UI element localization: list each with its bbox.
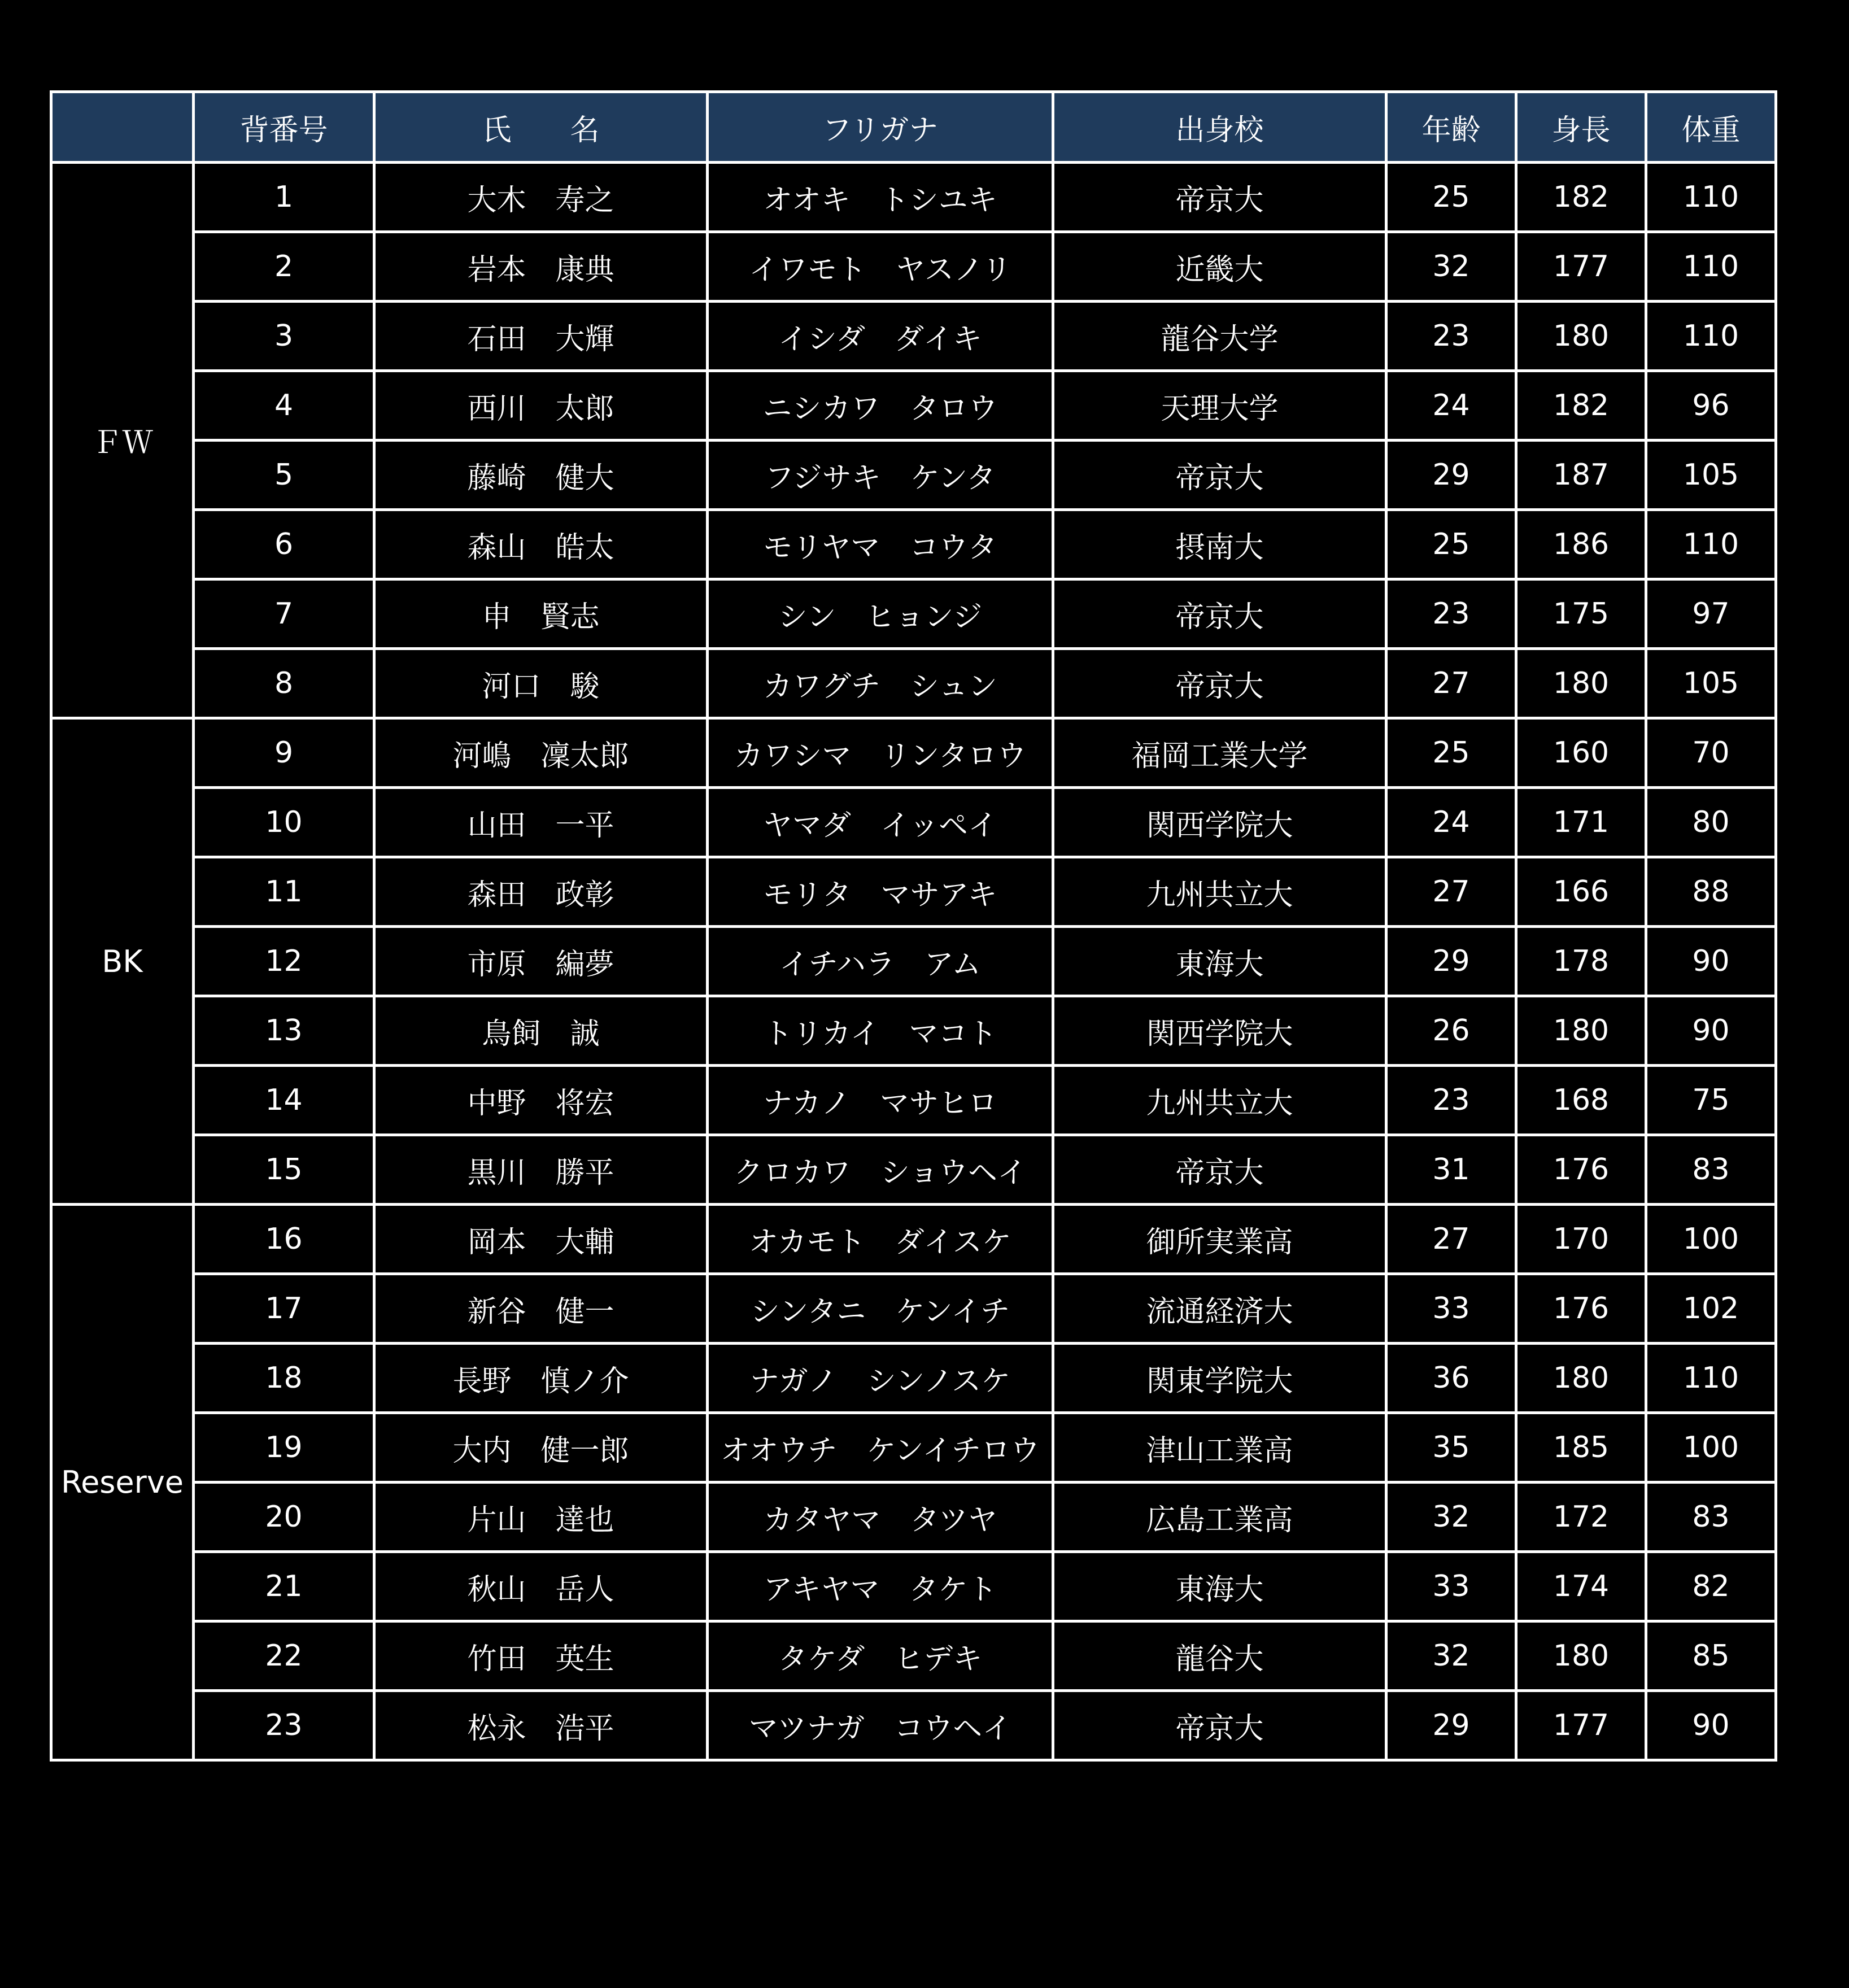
cell-furigana: オオキ トシユキ [708, 163, 1053, 232]
cell-furigana: イチハラ アム [708, 927, 1053, 996]
cell-furigana: シン ヒョンジ [708, 579, 1053, 649]
cell-name: 岩本 康典 [374, 232, 708, 302]
cell-age: 29 [1386, 927, 1516, 996]
cell-furigana: マツナガ コウヘイ [708, 1691, 1053, 1760]
cell-number: 18 [194, 1344, 374, 1413]
cell-furigana: タケダ ヒデキ [708, 1621, 1053, 1691]
table-row [51, 371, 1776, 441]
cell-number: 2 [194, 232, 374, 302]
cell-school: 近畿大 [1053, 232, 1386, 302]
cell-name: 大内 健一郎 [374, 1413, 708, 1483]
cell-school: 広島工業高 [1053, 1483, 1386, 1552]
table-row [51, 1344, 1776, 1413]
cell-school: 関西学院大 [1053, 788, 1386, 857]
cell-height: 177 [1516, 232, 1646, 302]
cell-school: 東海大 [1053, 1552, 1386, 1621]
cell-number: 3 [194, 302, 374, 371]
cell-name: 新谷 健一 [374, 1274, 708, 1344]
cell-name: 石田 大輝 [374, 302, 708, 371]
cell-age: 32 [1386, 1483, 1516, 1552]
cell-school: 帝京大 [1053, 649, 1386, 718]
cell-weight: 105 [1646, 441, 1776, 510]
cell-weight: 70 [1646, 718, 1776, 788]
cell-weight: 97 [1646, 579, 1776, 649]
cell-age: 23 [1386, 579, 1516, 649]
header-row [51, 92, 1776, 163]
cell-age: 33 [1386, 1274, 1516, 1344]
cell-number: 12 [194, 927, 374, 996]
cell-number: 20 [194, 1483, 374, 1552]
cell-school: 福岡工業大学 [1053, 718, 1386, 788]
cell-name: 申 賢志 [374, 579, 708, 649]
cell-age: 23 [1386, 1066, 1516, 1135]
cell-height: 182 [1516, 371, 1646, 441]
cell-age: 25 [1386, 163, 1516, 232]
table-row [51, 1135, 1776, 1205]
cell-age: 36 [1386, 1344, 1516, 1413]
cell-weight: 83 [1646, 1483, 1776, 1552]
cell-number: 17 [194, 1274, 374, 1344]
cell-furigana: イシダ ダイキ [708, 302, 1053, 371]
cell-height: 182 [1516, 163, 1646, 232]
cell-number: 14 [194, 1066, 374, 1135]
cell-age: 31 [1386, 1135, 1516, 1205]
cell-weight: 96 [1646, 371, 1776, 441]
table-row [51, 996, 1776, 1066]
cell-furigana: アキヤマ タケト [708, 1552, 1053, 1621]
cell-weight: 90 [1646, 1691, 1776, 1760]
cell-name: 西川 太郎 [374, 371, 708, 441]
cell-height: 176 [1516, 1135, 1646, 1205]
table-row [51, 441, 1776, 510]
cell-number: 21 [194, 1552, 374, 1621]
cell-school: 関西学院大 [1053, 996, 1386, 1066]
cell-height: 166 [1516, 857, 1646, 927]
cell-name: 岡本 大輔 [374, 1205, 708, 1274]
cell-weight: 90 [1646, 927, 1776, 996]
table-body [51, 163, 1776, 1760]
cell-name: 河嶋 凜太郎 [374, 718, 708, 788]
cell-age: 23 [1386, 302, 1516, 371]
cell-weight: 110 [1646, 232, 1776, 302]
cell-weight: 85 [1646, 1621, 1776, 1691]
cell-school: 龍谷大 [1053, 1621, 1386, 1691]
cell-furigana: クロカワ ショウヘイ [708, 1135, 1053, 1205]
table-row [51, 163, 1776, 232]
cell-name: 藤崎 健大 [374, 441, 708, 510]
cell-name: 中野 将宏 [374, 1066, 708, 1135]
header-age: 年齢 [1386, 92, 1516, 163]
table-row [51, 857, 1776, 927]
cell-furigana: ナガノ シンノスケ [708, 1344, 1053, 1413]
cell-name: 松永 浩平 [374, 1691, 708, 1760]
cell-name: 市原 編夢 [374, 927, 708, 996]
cell-weight: 110 [1646, 1344, 1776, 1413]
table-row [51, 302, 1776, 371]
cell-weight: 100 [1646, 1413, 1776, 1483]
header-weight: 体重 [1646, 92, 1776, 163]
table-row [51, 1691, 1776, 1760]
cell-school: 津山工業高 [1053, 1413, 1386, 1483]
cell-furigana: シンタニ ケンイチ [708, 1274, 1053, 1344]
cell-height: 168 [1516, 1066, 1646, 1135]
cell-height: 180 [1516, 302, 1646, 371]
cell-name: 長野 慎ノ介 [374, 1344, 708, 1413]
cell-number: 7 [194, 579, 374, 649]
cell-school: 御所実業高 [1053, 1205, 1386, 1274]
cell-age: 32 [1386, 232, 1516, 302]
table-header [51, 92, 1776, 163]
table-row [51, 1552, 1776, 1621]
cell-age: 29 [1386, 1691, 1516, 1760]
cell-height: 171 [1516, 788, 1646, 857]
table-row [51, 1483, 1776, 1552]
cell-height: 175 [1516, 579, 1646, 649]
cell-number: 15 [194, 1135, 374, 1205]
cell-height: 174 [1516, 1552, 1646, 1621]
cell-age: 24 [1386, 371, 1516, 441]
cell-furigana: ナカノ マサヒロ [708, 1066, 1053, 1135]
cell-number: 10 [194, 788, 374, 857]
cell-name: 森山 皓太 [374, 510, 708, 579]
header-number: 背番号 [194, 92, 374, 163]
cell-weight: 80 [1646, 788, 1776, 857]
cell-school: 東海大 [1053, 927, 1386, 996]
cell-school: 龍谷大学 [1053, 302, 1386, 371]
table-row [51, 579, 1776, 649]
cell-height: 185 [1516, 1413, 1646, 1483]
cell-name: 鳥飼 誠 [374, 996, 708, 1066]
cell-furigana: フジサキ ケンタ [708, 441, 1053, 510]
cell-height: 180 [1516, 996, 1646, 1066]
table-row [51, 1205, 1776, 1274]
cell-height: 180 [1516, 649, 1646, 718]
cell-name: 黒川 勝平 [374, 1135, 708, 1205]
cell-height: 170 [1516, 1205, 1646, 1274]
cell-school: 帝京大 [1053, 1691, 1386, 1760]
cell-age: 26 [1386, 996, 1516, 1066]
cell-school: 帝京大 [1053, 163, 1386, 232]
table-row [51, 510, 1776, 579]
header-school: 出身校 [1053, 92, 1386, 163]
cell-age: 25 [1386, 510, 1516, 579]
cell-number: 13 [194, 996, 374, 1066]
cell-height: 180 [1516, 1344, 1646, 1413]
cell-number: 9 [194, 718, 374, 788]
table-row [51, 1413, 1776, 1483]
cell-furigana: モリタ マサアキ [708, 857, 1053, 927]
cell-school: 天理大学 [1053, 371, 1386, 441]
cell-number: 19 [194, 1413, 374, 1483]
cell-number: 16 [194, 1205, 374, 1274]
cell-number: 23 [194, 1691, 374, 1760]
cell-furigana: ニシカワ タロウ [708, 371, 1053, 441]
cell-age: 27 [1386, 1205, 1516, 1274]
cell-weight: 105 [1646, 649, 1776, 718]
cell-number: 22 [194, 1621, 374, 1691]
cell-furigana: オオウチ ケンイチロウ [708, 1413, 1053, 1483]
cell-furigana: オカモト ダイスケ [708, 1205, 1053, 1274]
cell-weight: 110 [1646, 510, 1776, 579]
cell-age: 27 [1386, 857, 1516, 927]
cell-weight: 110 [1646, 302, 1776, 371]
cell-age: 33 [1386, 1552, 1516, 1621]
table-row [51, 788, 1776, 857]
cell-furigana: イワモト ヤスノリ [708, 232, 1053, 302]
cell-school: 九州共立大 [1053, 857, 1386, 927]
cell-school: 摂南大 [1053, 510, 1386, 579]
cell-furigana: ヤマダ イッペイ [708, 788, 1053, 857]
cell-name: 森田 政彰 [374, 857, 708, 927]
cell-furigana: カタヤマ タツヤ [708, 1483, 1053, 1552]
table-row [51, 1066, 1776, 1135]
cell-weight: 90 [1646, 996, 1776, 1066]
cell-age: 27 [1386, 649, 1516, 718]
cell-weight: 75 [1646, 1066, 1776, 1135]
header-height: 身長 [1516, 92, 1646, 163]
cell-furigana: モリヤマ コウタ [708, 510, 1053, 579]
cell-name: 山田 一平 [374, 788, 708, 857]
cell-height: 176 [1516, 1274, 1646, 1344]
cell-number: 4 [194, 371, 374, 441]
cell-age: 32 [1386, 1621, 1516, 1691]
cell-weight: 82 [1646, 1552, 1776, 1621]
table-row [51, 1274, 1776, 1344]
cell-number: 8 [194, 649, 374, 718]
header-furigana: フリガナ [708, 92, 1053, 163]
table-row [51, 649, 1776, 718]
cell-weight: 88 [1646, 857, 1776, 927]
cell-name: 片山 達也 [374, 1483, 708, 1552]
cell-age: 35 [1386, 1413, 1516, 1483]
cell-number: 6 [194, 510, 374, 579]
cell-name: 河口 駿 [374, 649, 708, 718]
table-row [51, 718, 1776, 788]
cell-height: 186 [1516, 510, 1646, 579]
cell-height: 177 [1516, 1691, 1646, 1760]
cell-furigana: トリカイ マコト [708, 996, 1053, 1066]
table-row [51, 1621, 1776, 1691]
cell-number: 1 [194, 163, 374, 232]
roster-table [50, 90, 1777, 1762]
cell-name: 竹田 英生 [374, 1621, 708, 1691]
cell-age: 25 [1386, 718, 1516, 788]
header-position [51, 92, 194, 163]
cell-age: 29 [1386, 441, 1516, 510]
cell-furigana: カワグチ シュン [708, 649, 1053, 718]
cell-school: 九州共立大 [1053, 1066, 1386, 1135]
cell-weight: 83 [1646, 1135, 1776, 1205]
cell-age: 24 [1386, 788, 1516, 857]
cell-height: 180 [1516, 1621, 1646, 1691]
cell-number: 5 [194, 441, 374, 510]
cell-height: 178 [1516, 927, 1646, 996]
table-row [51, 927, 1776, 996]
cell-height: 172 [1516, 1483, 1646, 1552]
cell-number: 11 [194, 857, 374, 927]
header-name: 氏 名 [374, 92, 708, 163]
cell-name: 秋山 岳人 [374, 1552, 708, 1621]
cell-weight: 100 [1646, 1205, 1776, 1274]
cell-school: 帝京大 [1053, 441, 1386, 510]
cell-school: 帝京大 [1053, 579, 1386, 649]
cell-name: 大木 寿之 [374, 163, 708, 232]
position-group-label: Reserve [51, 1205, 194, 1760]
position-group-label: ＦＷ [51, 163, 194, 718]
table-row [51, 232, 1776, 302]
cell-weight: 110 [1646, 163, 1776, 232]
position-group-label: BK [51, 718, 194, 1205]
cell-school: 帝京大 [1053, 1135, 1386, 1205]
cell-height: 187 [1516, 441, 1646, 510]
cell-school: 流通経済大 [1053, 1274, 1386, 1344]
cell-weight: 102 [1646, 1274, 1776, 1344]
cell-school: 関東学院大 [1053, 1344, 1386, 1413]
cell-furigana: カワシマ リンタロウ [708, 718, 1053, 788]
cell-height: 160 [1516, 718, 1646, 788]
